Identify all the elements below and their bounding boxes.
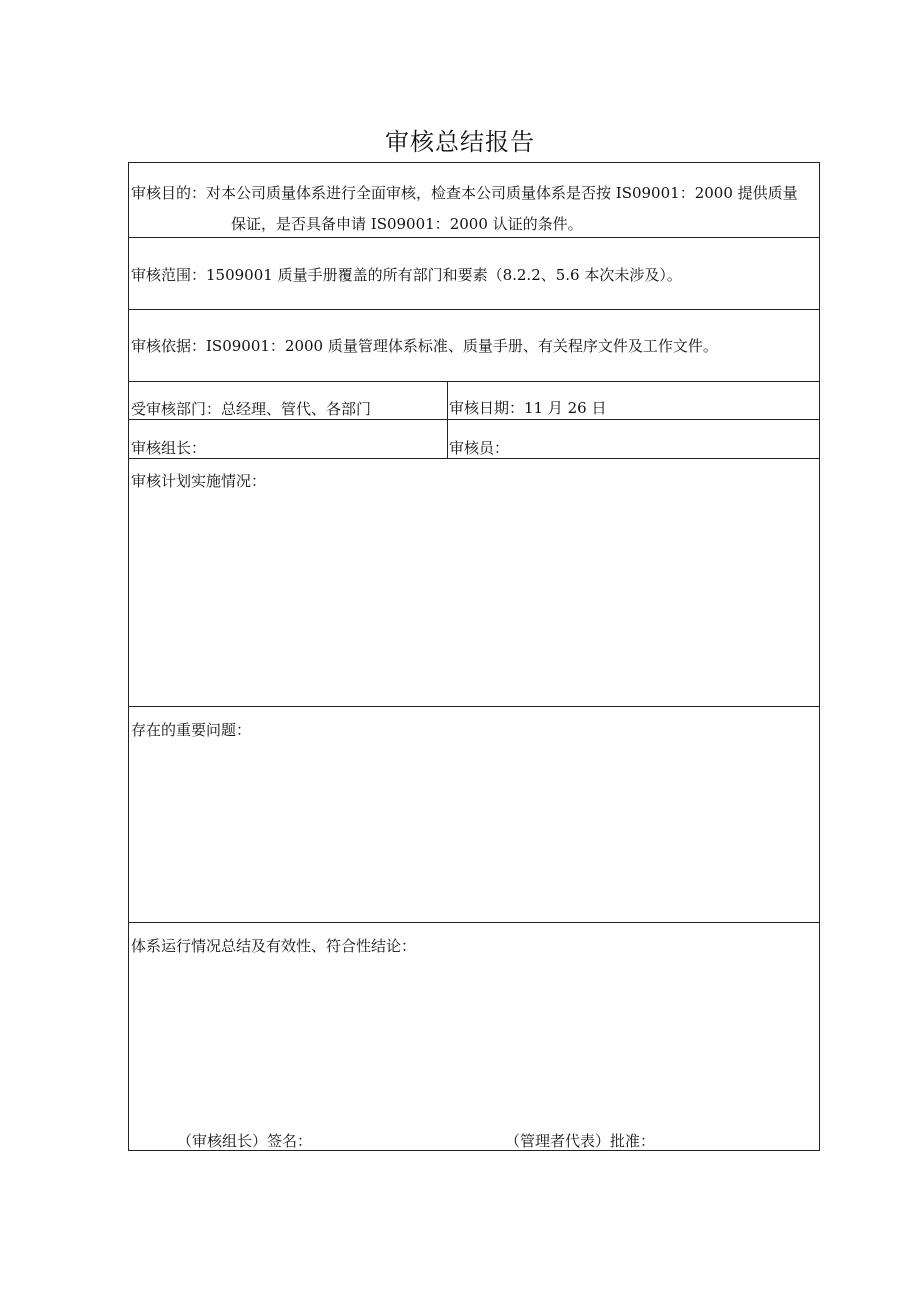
leader-signature-line: （审核组长）签名： [177,1132,313,1150]
audit-purpose-text: 审核目的：对本公司质量体系进行全面审核，检查本公司质量体系是否按 IS09001：2000 提供质量 [131,184,798,202]
row-divider [129,419,819,420]
audit-purpose-text-cont: 保证，是否具备申请 IS09001：2000 认证的条件。 [231,215,583,233]
audit-basis-text: 审核依据：IS09001：2000 质量管理体系标准、质量手册、有关程序文件及工作文件。 [131,337,718,355]
row-divider [129,381,819,382]
audited-departments: 受审核部门：总经理、管代、各部门 [131,400,372,418]
conclusion-label: 体系运行情况总结及有效性、符合性结论： [131,937,417,955]
row-divider [129,706,819,707]
audit-report-table [128,162,820,1151]
mr-approval-line: （管理者代表）批准： [505,1132,656,1150]
page-title: 审核总结报告 [385,128,535,156]
column-divider [447,381,448,458]
auditor-field: 审核员： [449,439,510,457]
plan-execution-label: 审核计划实施情况： [131,472,267,490]
row-divider [129,237,819,238]
major-issues-label: 存在的重要问题： [131,721,252,739]
team-leader-field: 审核组长： [131,439,207,457]
audit-scope-text: 审核范围：1509001 质量手册覆盖的所有部门和要素（8.2.2、5.6 本次未涉及）。 [131,266,682,284]
row-divider [129,458,819,459]
row-divider [129,922,819,923]
row-divider [129,309,819,310]
audit-date: 审核日期：11 月 26 日 [449,399,607,417]
